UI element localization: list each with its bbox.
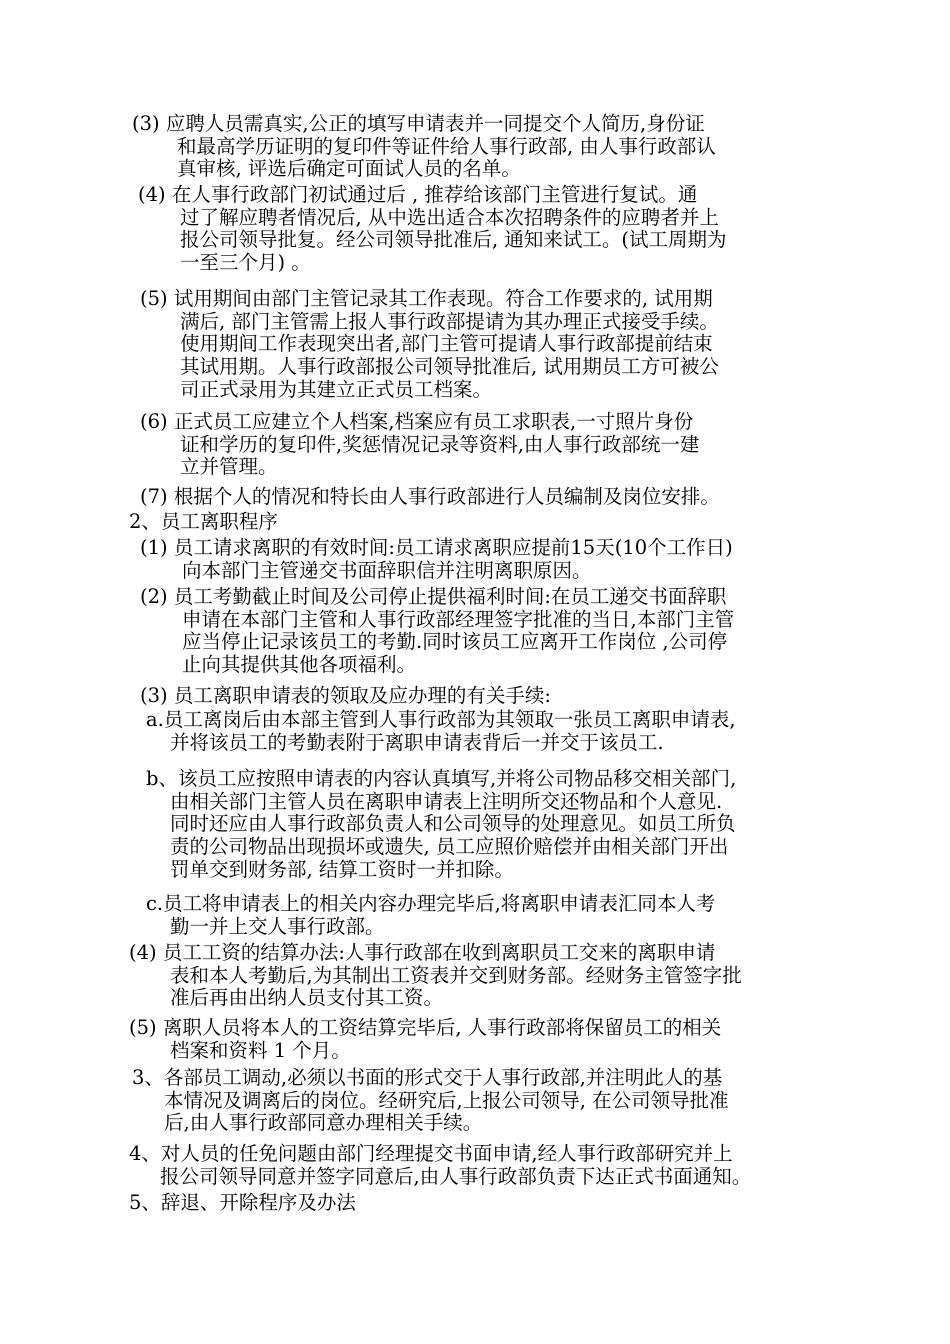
text-line: (6) 正式员工应建立个人档案,档案应有员工求职表,一寸照片身份 (140, 410, 694, 433)
text-line: 4、对人员的任免问题由部门经理提交书面申请,经人事行政部研究并上 (129, 1142, 733, 1165)
text-line: 报公司领导批复。经公司领导批准后, 通知来试工。(试工周期为 (180, 228, 727, 252)
section-2-heading (0, 511, 950, 534)
item-5-paragraph (0, 288, 950, 401)
text-line: (7) 根据个人的情况和特长由人事行政部进行人员编制及岗位安排。 (140, 485, 720, 508)
text-line: 司正式录用为其建立正式员工档案。 (180, 377, 493, 401)
item-3-paragraph (0, 113, 950, 181)
text-line: 本情况及调离后的岗位。经研究后,上报公司领导, 在公司领导批准 (164, 1088, 729, 1112)
text-line: 和最高学历证明的复印件等证件给人事行政部, 由人事行政部认 (177, 134, 716, 158)
text-line: 报公司领导同意并签字同意后,由人事行政部负责下达正式书面通知。 (160, 1164, 752, 1188)
text-line: 立并管理。 (180, 455, 278, 479)
text-line: a.员工离岗后由本部主管到人事行政部为其领取一张员工离职申请表, (146, 708, 736, 731)
text-line: 过了解应聘者情况后, 从中选出适合本次招聘条件的应聘者并上 (180, 205, 719, 229)
text-line: 3、各部员工调动,必须以书面的形式交于人事行政部,并注明此人的基 (132, 1066, 723, 1089)
text-line: c.员工将申请表上的相关内容办理完毕后,将离职申请表汇同本人考 (146, 892, 716, 915)
section-2-item-2 (0, 586, 950, 677)
text-line: 其试用期。人事行政部报公司领导批准后, 试用期员工方可被公 (180, 355, 719, 379)
text-line: 向本部门主管递交书面辞职信并注明离职原因。 (182, 558, 592, 582)
text-line: 勤一并上交人事行政部。 (170, 914, 385, 938)
section-2-item-3-c (0, 893, 950, 938)
section-2-item-4 (0, 942, 950, 1010)
text-line: 应当停止记录该员工的考勤.同时该员工应离开工作岗位 ,公司停 (182, 630, 728, 654)
section-2-item-5 (0, 1017, 950, 1062)
text-line: (2) 员工考勤截止时间及公司停止提供福利时间:在员工递交书面辞职 (140, 585, 727, 608)
text-line: (5) 试用期间由部门主管记录其工作表现。符合工作要求的, 试用期 (140, 287, 713, 310)
section-2-item-3 (0, 685, 950, 708)
text-line: 同时还应由人事行政部负责人和公司领导的处理意见。如员工所负 (170, 812, 736, 836)
text-line: 止向其提供其他各项福利。 (182, 653, 417, 677)
text-line: 罚单交到财务部, 结算工资时一并扣除。 (170, 857, 514, 881)
text-line: (3) 应聘人员需真实,公正的填写申请表并一同提交个人简历,身份证 (132, 112, 705, 135)
text-line: 一至三个月) 。 (180, 251, 311, 275)
text-line: 由相关部门主管人员在离职申请表上注明所交还物品和个人意见. (170, 789, 723, 813)
item-7-paragraph (0, 486, 950, 509)
text-line: 满后, 部门主管需上报人事行政部提请为其办理正式接受手续。 (180, 309, 719, 333)
section-3-paragraph (0, 1067, 950, 1135)
text-line: 真审核, 评选后确定可面试人员的名单。 (177, 157, 521, 181)
text-line: 使用期间工作表现突出者,部门主管可提请人事行政部提前结束 (180, 332, 713, 356)
text-line: 准后再由出纳人员支付其工资。 (170, 986, 444, 1010)
section-5-heading (0, 1192, 950, 1215)
section-4-paragraph (0, 1143, 950, 1188)
text-line: 申请在本部门主管和人事行政部经理签字批准的当日,本部门主管 (182, 607, 735, 631)
text-line: 2、员工离职程序 (129, 510, 278, 533)
text-line: 证和学历的复印件,奖惩情况记录等资料,由人事行政部统一建 (180, 432, 700, 456)
item-4-paragraph (0, 184, 950, 275)
item-6-paragraph (0, 411, 950, 479)
text-line: 并将该员工的考勤表附于离职申请表背后一并交于该员工. (170, 730, 664, 754)
text-line: (1) 员工请求离职的有效时间:员工请求离职应提前15天(10个工作日) (140, 536, 733, 559)
text-line: (5) 离职人员将本人的工资结算完毕后, 人事行政部将保留员工的相关 (129, 1016, 722, 1039)
section-2-item-3-a (0, 709, 950, 754)
text-line: 表和本人考勤后,为其制出工资表并交到财务部。经财务主管签字批 (170, 963, 742, 987)
text-line: 档案和资料 1 个月。 (170, 1038, 351, 1062)
text-line: 后,由人事行政部同意办理相关手续。 (164, 1111, 483, 1135)
text-line: (4) 在人事行政部门初试通过后 , 推荐给该部门主管进行复试。通 (138, 183, 698, 206)
text-line: 责的公司物品出现损坏或遗失, 员工应照价赔偿并由相关部门开出 (170, 835, 729, 859)
text-line: b、该员工应按照申请表的内容认真填写,并将公司物品移交相关部门, (146, 767, 737, 790)
section-2-item-1 (0, 537, 950, 582)
text-line: 5、辞退、开除程序及办法 (129, 1191, 356, 1214)
text-line: (3) 员工离职申请表的领取及应办理的有关手续: (140, 684, 551, 707)
section-2-item-3-b (0, 768, 950, 881)
text-line: (4) 员工工资的结算办法:人事行政部在收到离职员工交来的离职申请 (129, 941, 716, 964)
